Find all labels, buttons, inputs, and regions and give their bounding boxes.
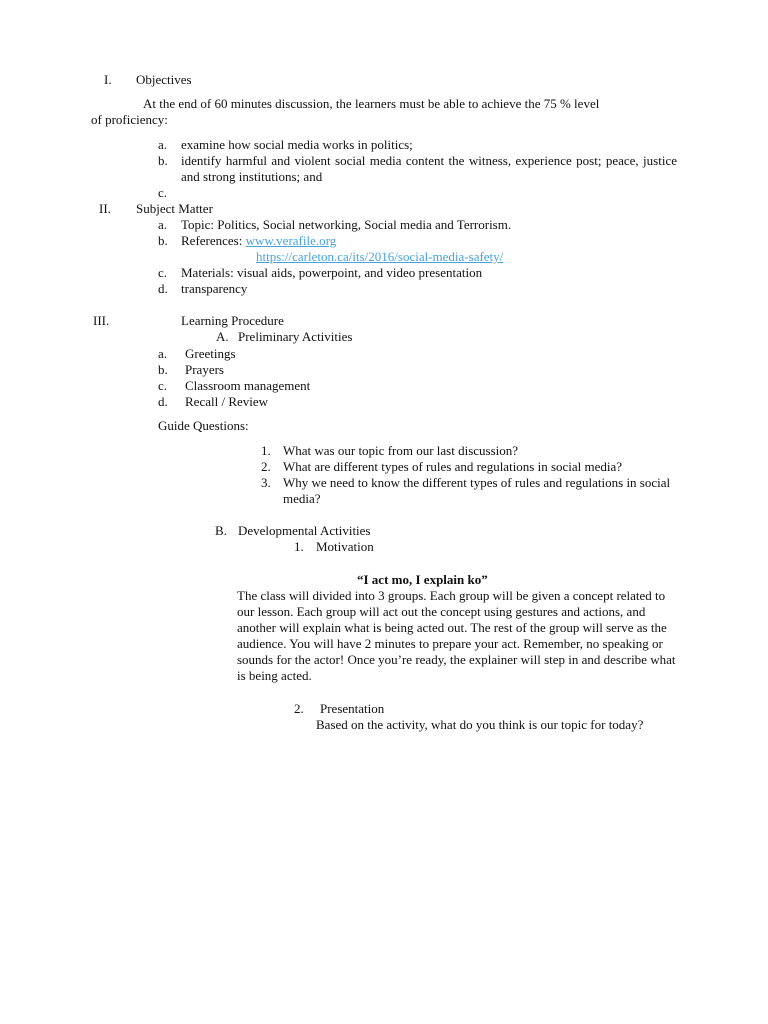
- activity-description: The class will divided into 3 groups. Each group will be given a concept related to our lesson. Each group will act out the concept using gestures and actions, and another will explain what is being acted out. The rest of the group will serve as the audience. You will have 2 minutes to prepare your act. Remember, no speaking or sounds for the actor! Once you’re ready, the explainer will step in and describe what is being acted.: [237, 588, 676, 683]
- guide-questions-title: Guide Questions:: [158, 418, 249, 433]
- objectives-intro-line2: of proficiency:: [91, 112, 168, 127]
- question-3: Why we need to know the different types of rules and regulations in social media?: [283, 475, 671, 506]
- motivation-title: Motivation: [316, 539, 374, 554]
- sub-a-title: Preliminary Activities: [238, 329, 353, 344]
- question-2: What are different types of rules and regulations in social media?: [283, 459, 623, 474]
- reference-link-verafile[interactable]: www.verafile.org: [245, 233, 337, 248]
- section-1-numeral: I.: [104, 72, 112, 87]
- sub-b-title: Developmental Activities: [238, 523, 371, 538]
- activity-title: “I act mo, I explain ko”: [357, 572, 488, 587]
- prelim-marker-b: b.: [158, 362, 168, 377]
- section-3-title: Learning Procedure: [181, 313, 284, 328]
- objective-item-b: identify harmful and violent social media content the witness, experience post; peace, justice and strong institutions; and: [181, 153, 677, 184]
- section-2-numeral: II.: [99, 201, 111, 216]
- section-1-title: Objectives: [136, 72, 192, 87]
- presentation-marker: 2.: [294, 701, 304, 716]
- prelim-recall-review: Recall / Review: [185, 394, 269, 409]
- subject-marker-b: b.: [158, 233, 168, 248]
- sub-a-marker: A.: [216, 329, 229, 344]
- section-2-title: Subject Matter: [136, 201, 213, 216]
- subject-marker-d: d.: [158, 281, 168, 296]
- motivation-marker: 1.: [294, 539, 304, 554]
- sub-b-marker: B.: [215, 523, 227, 538]
- subject-marker-a: a.: [158, 217, 168, 232]
- presentation-text: Based on the activity, what do you think is our topic for today?: [316, 717, 644, 732]
- subject-transparency: transparency: [181, 281, 248, 296]
- prelim-greetings: Greetings: [185, 346, 236, 361]
- references-label: References:: [181, 233, 246, 248]
- reference-link-carleton[interactable]: https://carleton.ca/its/2016/social-media-safety/: [256, 249, 504, 264]
- objective-marker-b: b.: [158, 153, 168, 168]
- question-marker-1: 1.: [261, 443, 271, 458]
- question-1: What was our topic from our last discussion?: [283, 443, 519, 458]
- prelim-marker-d: d.: [158, 394, 168, 409]
- subject-marker-c: c.: [158, 265, 168, 280]
- subject-materials: Materials: visual aids, powerpoint, and video presentation: [181, 265, 483, 280]
- question-marker-3: 3.: [261, 475, 271, 490]
- prelim-prayers: Prayers: [185, 362, 224, 377]
- question-marker-2: 2.: [261, 459, 271, 474]
- objective-item-a: examine how social media works in politics;: [181, 137, 413, 152]
- presentation-title: Presentation: [320, 701, 385, 716]
- objectives-intro-line1: At the end of 60 minutes discussion, the learners must be able to achieve the 75 % level: [143, 96, 600, 111]
- prelim-classroom-management: Classroom management: [185, 378, 311, 393]
- subject-references: [181, 233, 336, 249]
- prelim-marker-c: c.: [158, 378, 168, 393]
- objective-marker-c: c.: [158, 185, 168, 200]
- subject-topic: Topic: Politics, Social networking, Social media and Terrorism.: [181, 217, 512, 232]
- section-3-numeral: III.: [93, 313, 110, 328]
- objective-marker-a: a.: [158, 137, 168, 152]
- prelim-marker-a: a.: [158, 346, 168, 361]
